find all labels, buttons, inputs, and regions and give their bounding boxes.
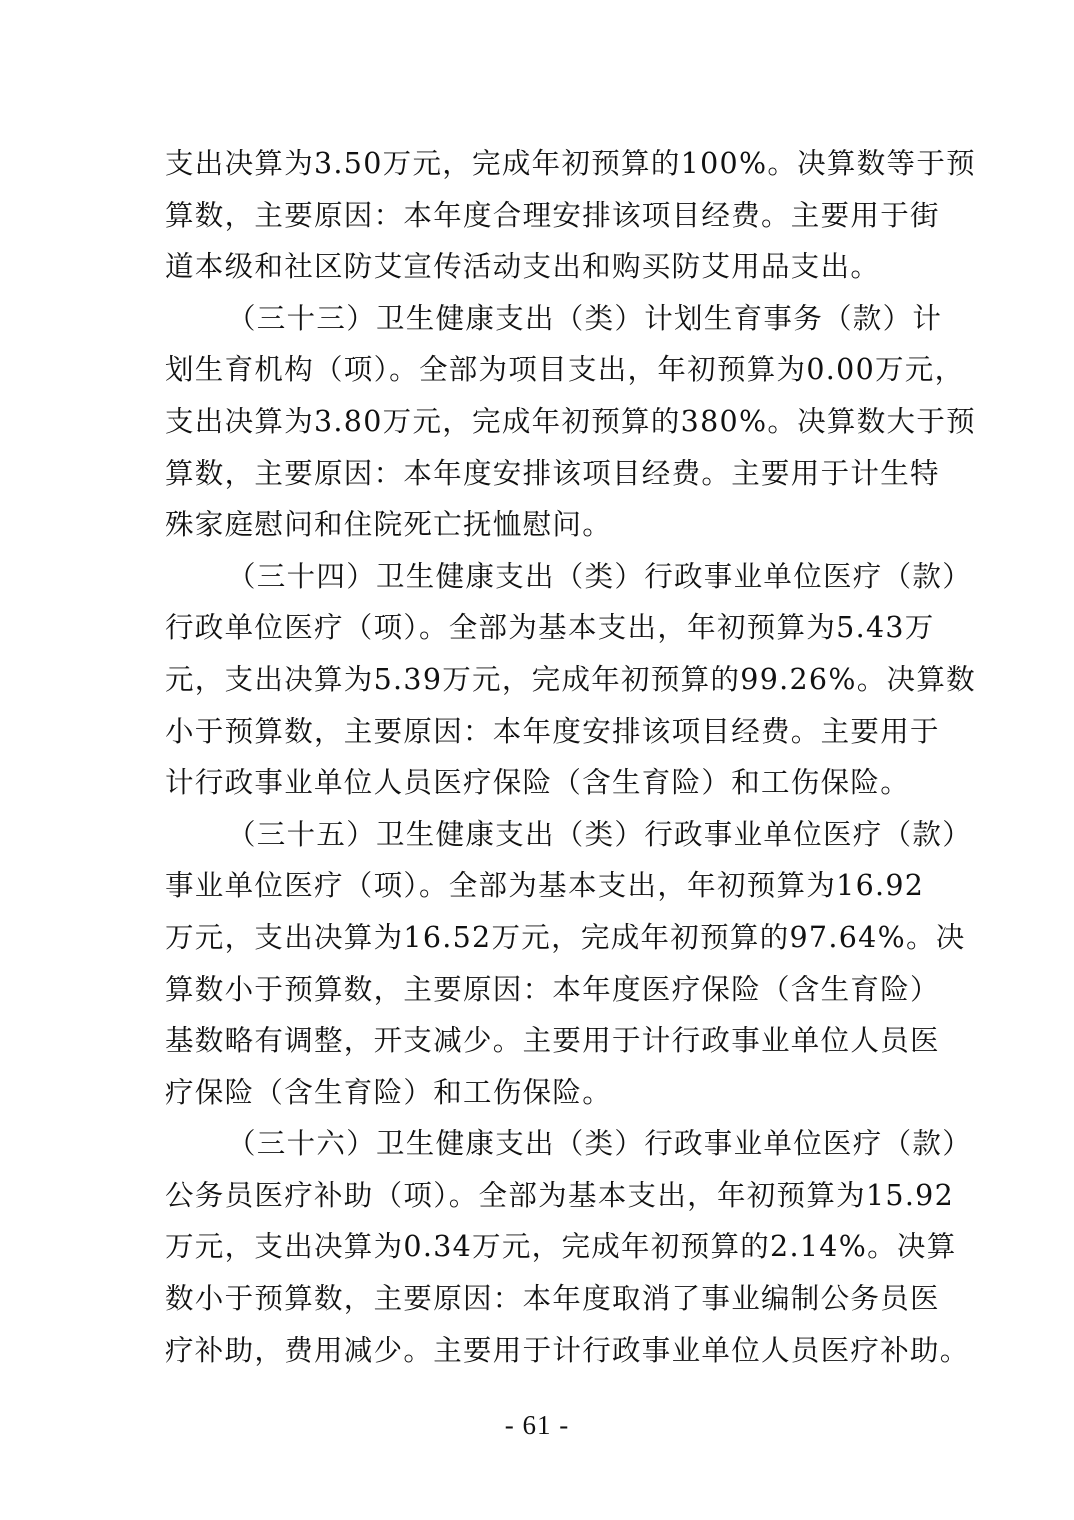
text-line: 元，支出决算为5.39万元，完成年初预算的99.26%。决算数 xyxy=(165,662,976,696)
paragraph-heading-line: （三十三）卫生健康支出（类）计划生育事务（款）计 xyxy=(227,301,943,335)
text-line: 万元，支出决算为0.34万元，完成年初预算的2.14%。决算 xyxy=(165,1230,957,1264)
text-line: 行政单位医疗（项）。全部为基本支出，年初预算为5.43万 xyxy=(165,611,935,645)
text-line: 疗保险（含生育险）和工伤保险。 xyxy=(165,1075,613,1109)
text-line: 万元，支出决算为16.52万元，完成年初预算的97.64%。决 xyxy=(165,920,966,954)
text-line: 数小于预算数，主要原因：本年度取消了事业编制公务员医 xyxy=(165,1282,940,1316)
text-line: 支出决算为3.80万元，完成年初预算的380%。决算数大于预 xyxy=(165,404,976,438)
text-line: 划生育机构（项）。全部为项目支出，年初预算为0.00万元， xyxy=(165,353,965,387)
paragraph-heading-line: （三十五）卫生健康支出（类）行政事业单位医疗（款） xyxy=(227,817,973,851)
text-line: 算数，主要原因：本年度合理安排该项目经费。主要用于街 xyxy=(165,198,940,232)
text-line: 支出决算为3.50万元，完成年初预算的100%。决算数等于预 xyxy=(165,147,976,180)
text-line: 算数小于预算数，主要原因：本年度医疗保险（含生育险） xyxy=(165,972,940,1006)
text-line: 算数，主要原因：本年度安排该项目经费。主要用于计生特 xyxy=(165,456,940,490)
text-line: 小于预算数，主要原因：本年度安排该项目经费。主要用于 xyxy=(165,714,940,748)
text-line: 事业单位医疗（项）。全部为基本支出，年初预算为16.92 xyxy=(165,869,925,903)
text-line: 道本级和社区防艾宣传活动支出和购买防艾用品支出。 xyxy=(165,250,881,284)
text-line: 基数略有调整，开支减少。主要用于计行政事业单位人员医 xyxy=(165,1024,940,1058)
text-line: 公务员医疗补助（项）。全部为基本支出，年初预算为15.92 xyxy=(165,1178,955,1212)
paragraph-heading-line: （三十六）卫生健康支出（类）行政事业单位医疗（款） xyxy=(227,1127,973,1161)
paragraph-heading-line: （三十四）卫生健康支出（类）行政事业单位医疗（款） xyxy=(227,559,973,593)
body-text xyxy=(165,138,976,1376)
text-line: 疗补助，费用减少。主要用于计行政事业单位人员医疗补助。 xyxy=(165,1333,970,1367)
text-line: 计行政事业单位人员医疗保险（含生育险）和工伤保险。 xyxy=(165,766,911,800)
page-number: - 61 - xyxy=(504,1410,570,1440)
text-line: 殊家庭慰问和住院死亡抚恤慰问。 xyxy=(165,508,613,542)
